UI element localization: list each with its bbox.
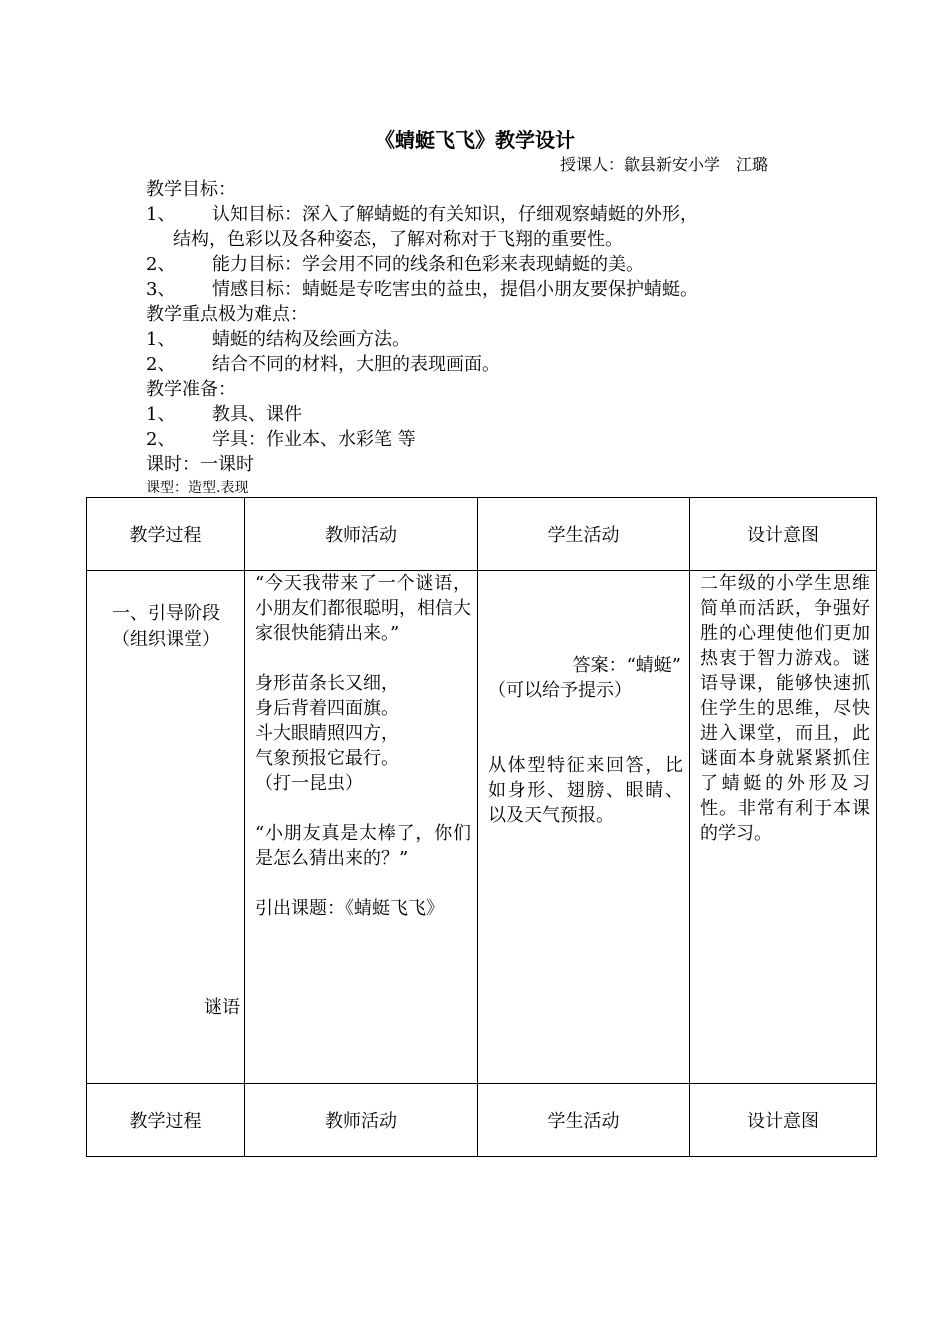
item-number: 1、 [146, 404, 176, 425]
header-process: 教学过程 [87, 498, 245, 571]
item-number: 2、 [146, 354, 176, 375]
item-number: 2、 [146, 254, 176, 275]
document-title: 《蜻蜓飞飞》教学设计 [375, 128, 575, 152]
item-text: 蜻蜓的结构及绘画方法。 [212, 329, 410, 350]
item-text: 结合不同的材料，大胆的表现画面。 [212, 354, 500, 375]
header-intent: 设计意图 [690, 1084, 877, 1157]
author-line: 授课人：歙县新安小学 江璐 [560, 155, 769, 174]
process-stage: 一、引导阶段 [112, 603, 220, 624]
objective-item-3 [146, 275, 698, 301]
duration-line: 课时：一课时 [146, 454, 254, 475]
objective-item-1-continued: 结构，色彩以及各种姿态，了解对称对于飞翔的重要性。 [173, 229, 623, 250]
objectives-heading: 教学目标： [146, 179, 236, 200]
preparation-item-2 [146, 425, 416, 451]
riddle-line-1: 身形苗条长又细， [255, 673, 399, 694]
item-number: 1、 [146, 329, 176, 350]
teacher-riddle-intro: “今天我带来了一个谜语，小朋友们都很聪明，相信大家很快能猜出来。” [255, 573, 471, 644]
header-process: 教学过程 [87, 1084, 245, 1157]
item-text: 教具、课件 [212, 404, 302, 425]
teacher-topic-intro: 引出课题：《蜻蜓飞飞》 [255, 898, 444, 919]
item-text: 能力目标：学会用不同的线条和色彩来表现蜻蜓的美。 [212, 254, 644, 275]
item-text: 认知目标：深入了解蜻蜓的有关知识，仔细观察蜻蜓的外形， [212, 204, 698, 225]
item-number: 1、 [146, 204, 176, 225]
header-teacher: 教师活动 [245, 498, 478, 571]
preparation-heading: 教学准备： [146, 379, 236, 400]
table-header-row [87, 498, 877, 571]
cell-intent [690, 571, 877, 1084]
objective-item-2 [146, 250, 644, 276]
student-response: 从体型特征来回答，比如身形、翅膀、眼睛、以及天气预报。 [488, 755, 683, 826]
table-header-row-repeat [87, 1084, 877, 1157]
item-number: 3、 [146, 279, 176, 300]
table-row [87, 571, 877, 1084]
item-text: 情感目标：蜻蜓是专吃害虫的益虫，提倡小朋友要保护蜻蜓。 [212, 279, 698, 300]
student-answer: 答案：“蜻蜓” [572, 655, 681, 676]
keypoints-heading: 教学重点极为难点： [146, 304, 308, 325]
lesson-plan-table [86, 497, 877, 1157]
item-text: 学具：作业本、水彩笔 等 [212, 429, 416, 450]
cell-student [478, 571, 690, 1084]
process-note: 谜语 [204, 997, 240, 1018]
student-hint: （可以给予提示） [488, 680, 632, 701]
riddle-line-3: 斗大眼睛照四方， [255, 723, 399, 744]
header-student: 学生活动 [478, 498, 690, 571]
header-student: 学生活动 [478, 1084, 690, 1157]
keypoint-item-2 [146, 350, 500, 376]
header-intent: 设计意图 [690, 498, 877, 571]
teacher-praise: “小朋友真是太棒了，你们是怎么猜出来的？” [255, 823, 471, 869]
riddle-line-4: 气象预报它最行。 [255, 748, 399, 769]
process-stage-sub: （组织课堂） [112, 629, 220, 650]
preparation-item-1 [146, 400, 302, 426]
header-teacher: 教师活动 [245, 1084, 478, 1157]
design-intent-text: 二年级的小学生思维简单而活跃，争强好胜的心理使他们更加热衷于智力游戏。谜语导课，能够快速抓住学生的思维，尽快进入课堂，而且，此谜面本身就紧紧抓住了蜻蜓的外形及习性。非常有利于本课的学习。 [700, 573, 870, 844]
riddle-hint: （打一昆虫） [255, 773, 363, 794]
cell-process [87, 571, 245, 1084]
keypoint-item-1 [146, 325, 410, 351]
lesson-type-line: 课型：造型.表现 [146, 480, 249, 496]
objective-item-1 [146, 200, 698, 226]
riddle-line-2: 身后背着四面旗。 [255, 698, 399, 719]
item-number: 2、 [146, 429, 176, 450]
cell-teacher [245, 571, 478, 1084]
